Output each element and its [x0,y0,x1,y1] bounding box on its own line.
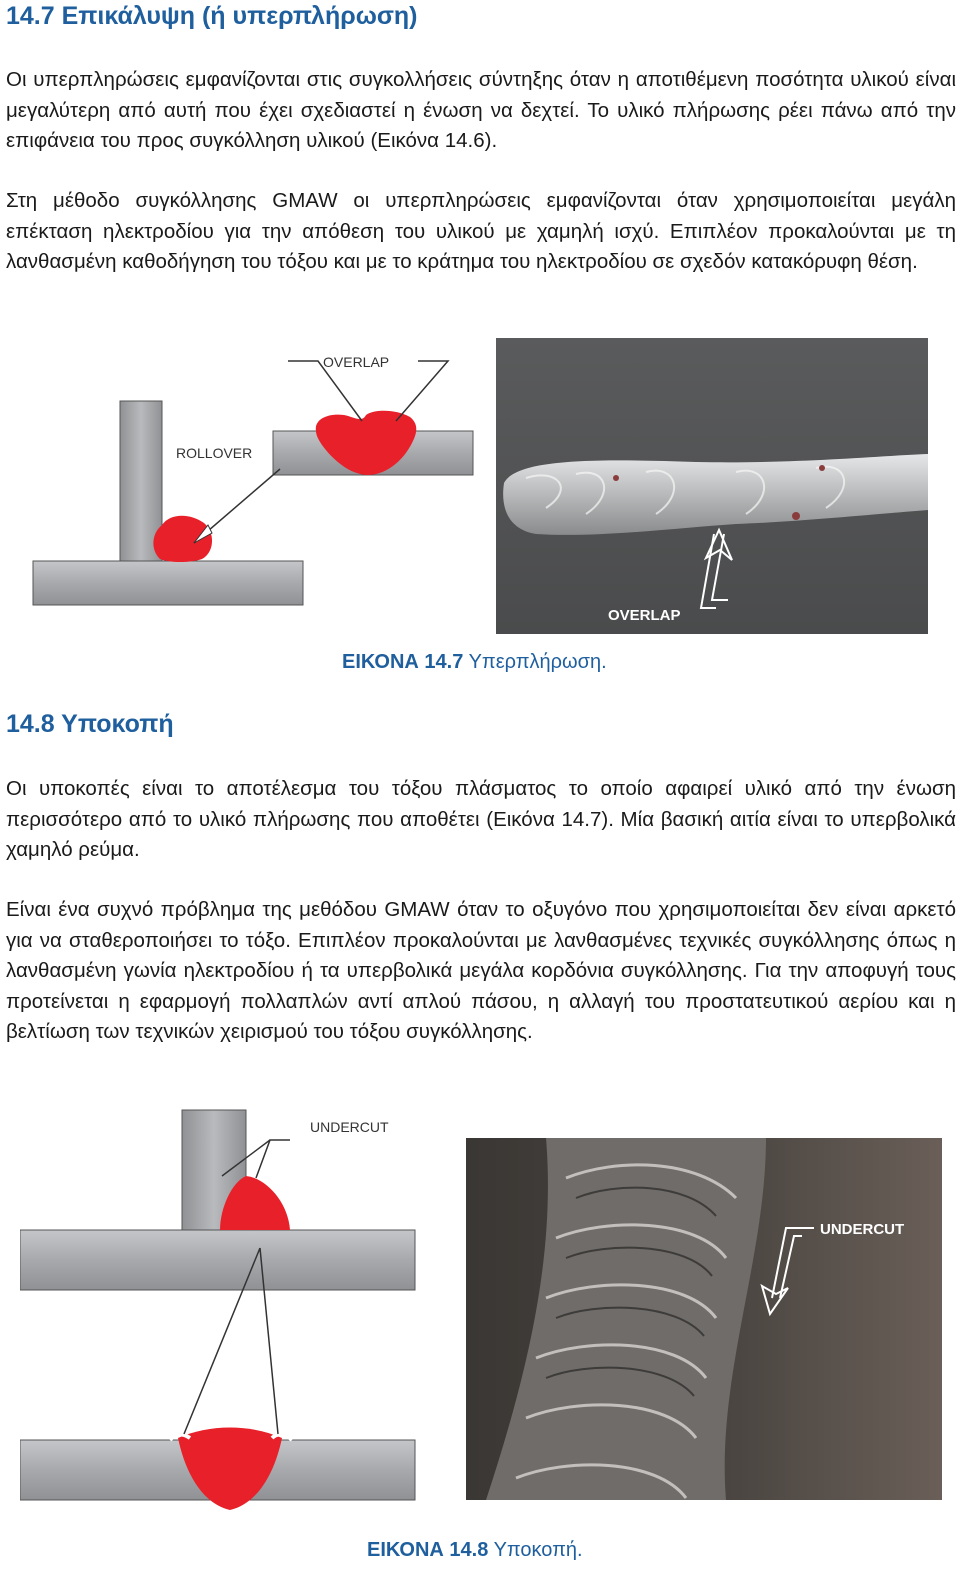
paragraph: Στη μέθοδο συγκόλλησης GMAW οι υπερπληρώσεις εμφανίζονται όταν χρησιμοποιείται μεγάλη επέκταση ηλεκτροδίου για την απόθεση του υλικού με χαμηλή ισχύ. Επιπλέον προκαλούνται με τη λανθασμένη καθοδήγηση του τόξου και με το κράτημα του ηλεκτροδίου σε σχεδόν κατακόρυφη θέση. [6,189,956,273]
undercut-photo [466,1138,942,1500]
photo-label-undercut: UNDERCUT [820,1221,905,1238]
caption-number: ΕΙΚΟΝΑ 14.8 [367,1539,489,1561]
label-undercut: UNDERCUT [310,1119,389,1135]
figure-caption [342,651,607,674]
paragraph: Είναι ένα συχνό πρόβλημα της μεθόδου GMAW όταν το οξυγόνο που χρησιμοποιείται δεν είναι αρκετό για να σταθεροποιήσει το τόξο. Επιπλέον προκαλούνται με λανθασμένες τεχνικές συγκόλλησης όπως η λανθασμένη γωνία ηλεκτροδίου ή τα υπερβολικά μεγάλα κορδόνια συγκόλλησης. Για την αποφυγή τους προτείνεται η εφαρμογή πολλαπλών αντί απλού πάσου, η αλλαγή του προστατευτικού αερίου και η βελτίωση των τεχνικών χειρισμού του τόξου συγκόλλησης. [6,898,956,1043]
caption-text: Υπερπλήρωση. [468,651,607,673]
paragraph: Οι υπερπληρώσεις εμφανίζονται στις συγκολλήσεις σύντηξης όταν η αποτιθέμενη ποσότητα υλικού είναι μεγαλύτερη από αυτή που έχει σχεδιαστεί η ένωση να δεχτεί. Το υλικό πλήρωσης ρέει πάνω από την επιφάνεια του προς συγκόλληση υλικού (Εικόνα 14.6). [6,68,956,152]
paragraph: Οι υποκοπές είναι το αποτέλεσμα του τόξου πλάσματος το οποίο αφαιρεί υλικό από την ένωση περισσότερο από το υλικό πλήρωσης που αποθέτει (Εικόνα 14.7). Μία βασική αιτία είναι το υπερβολικά χαμηλό ρεύμα. [6,777,956,861]
label-rollover: ROLLOVER [176,445,253,461]
photo-label-overlap: OVERLAP [608,607,681,624]
base-plate [33,561,303,605]
label-overlap: OVERLAP [323,354,390,370]
base-plate [20,1230,415,1290]
section-heading-undercut: 14.8 Υποκοπή [6,710,174,738]
overlap-photo [496,338,928,634]
overlap-diagram [18,335,488,620]
figure-caption [367,1539,583,1562]
undercut-diagram [20,1108,420,1526]
section-heading-overlap: 14.7 Επικάλυψη (ή υπερπλήρωση) [6,2,418,30]
caption-text: Υποκοπή. [493,1539,583,1561]
caption-number: ΕΙΚΟΝΑ 14.7 [342,651,464,673]
